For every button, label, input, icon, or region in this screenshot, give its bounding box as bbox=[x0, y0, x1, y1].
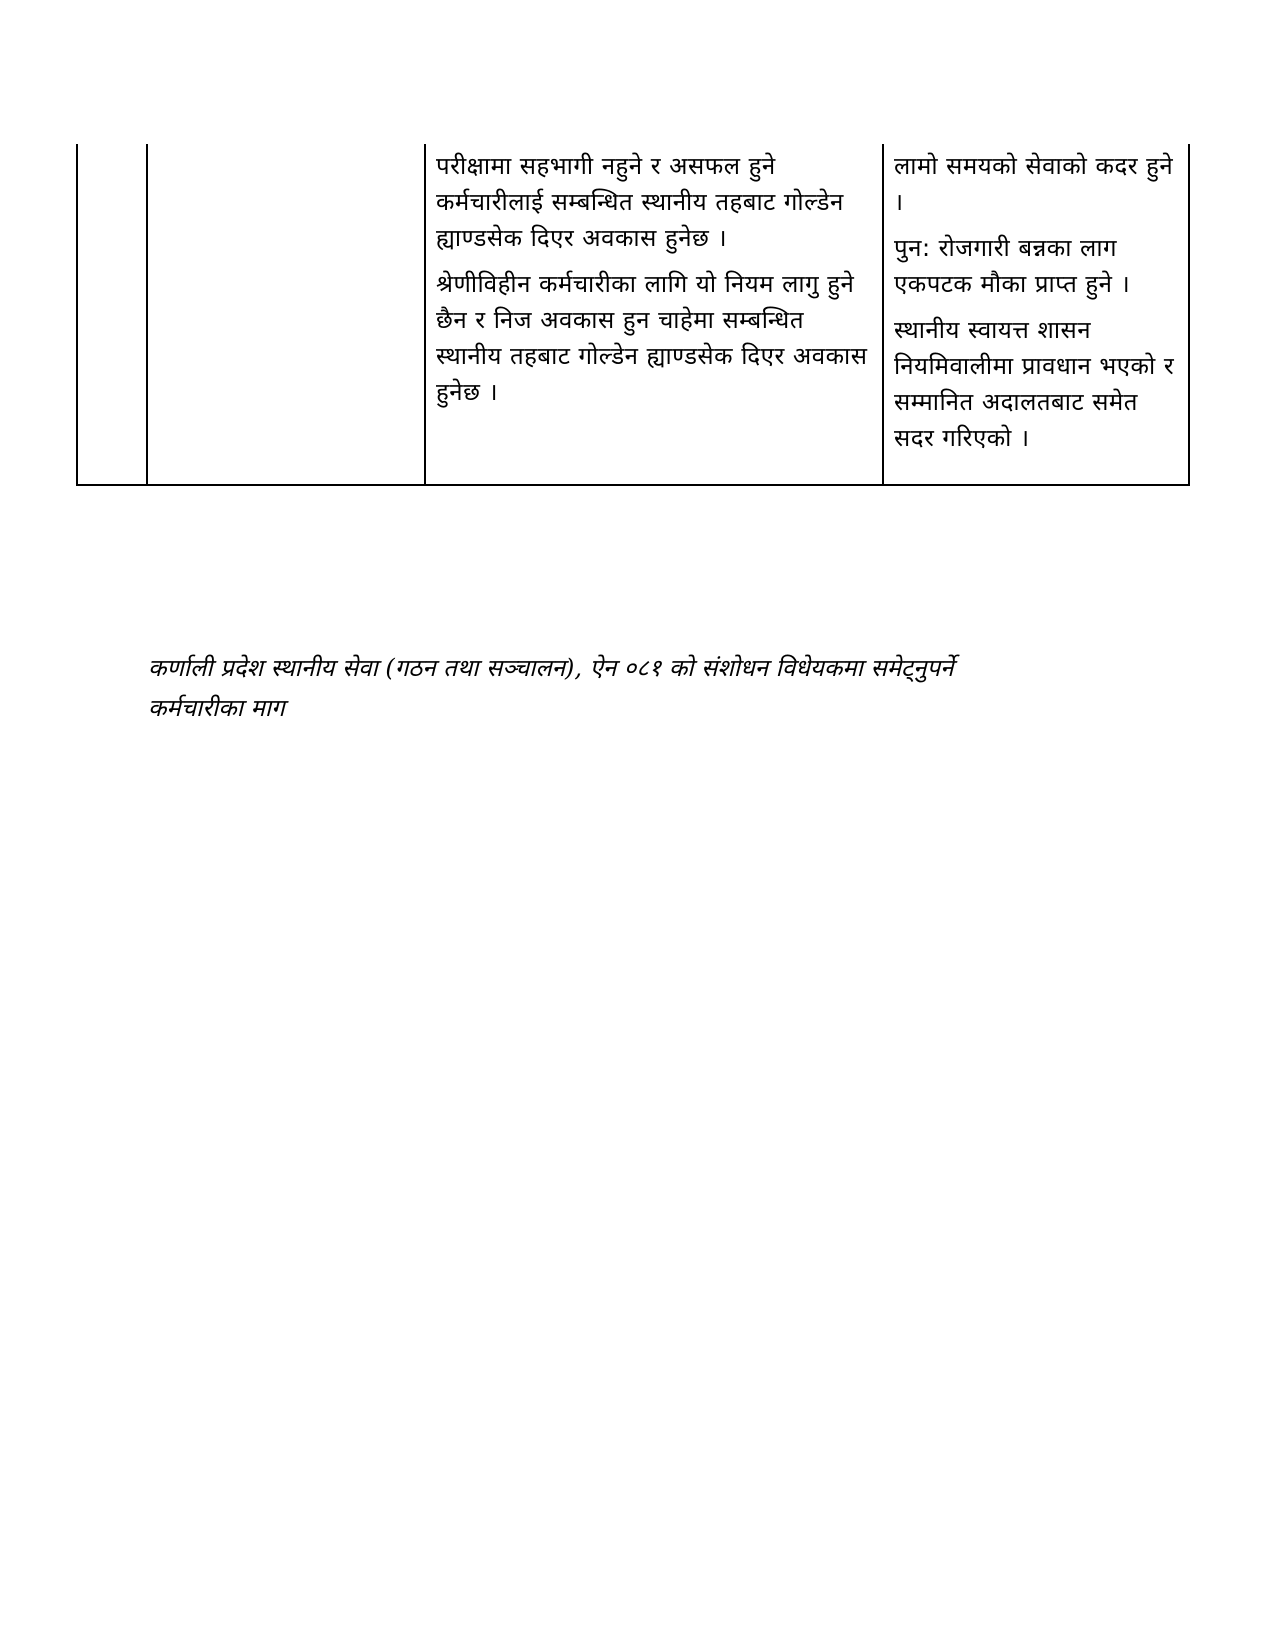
reason-paragraph: लामो समयको सेवाको कदर हुने । bbox=[894, 152, 1174, 216]
reason-paragraph: पुन: रोजगारी बन्नका लाग एकपटक मौका प्राप्त हुने । bbox=[894, 234, 1131, 298]
reason-paragraph: स्थानीय स्वायत्त शासन नियमिवालीमा प्रावधान भएको र सम्मानित अदालतबाट समेत सदर गरिएको । bbox=[894, 316, 1175, 452]
demands-table bbox=[76, 144, 1190, 486]
section-heading-line-2: कर्मचारीका माग bbox=[148, 694, 285, 722]
section-heading-line-1: कर्णाली प्रदेश स्थानीय सेवा (गठन तथा सञ्चालन), ऐन ०८१ को संशोधन विधेयकमा समेट्नुपर्ने bbox=[148, 654, 954, 682]
provision-paragraph: परीक्षामा सहभागी नहुने र असफल हुने कर्मचारीलाई सम्बन्धित स्थानीय तहबाट गोल्डेन ह्याण्डसेक दिएर अवकास हुनेछ । bbox=[436, 152, 844, 252]
section-heading bbox=[148, 648, 1108, 728]
table-row bbox=[77, 144, 1189, 485]
serial-number-cell bbox=[77, 144, 147, 485]
reason-cell bbox=[883, 144, 1189, 485]
provision-cell bbox=[425, 144, 883, 485]
topic-cell bbox=[147, 144, 425, 485]
provision-paragraph: श्रेणीविहीन कर्मचारीका लागि यो नियम लागु हुने छैन र निज अवकास हुन चाहेमा सम्बन्धित स्थानीय तहबाट गोल्डेन ह्याण्डसेक दिएर अवकास हुनेछ । bbox=[436, 270, 868, 406]
